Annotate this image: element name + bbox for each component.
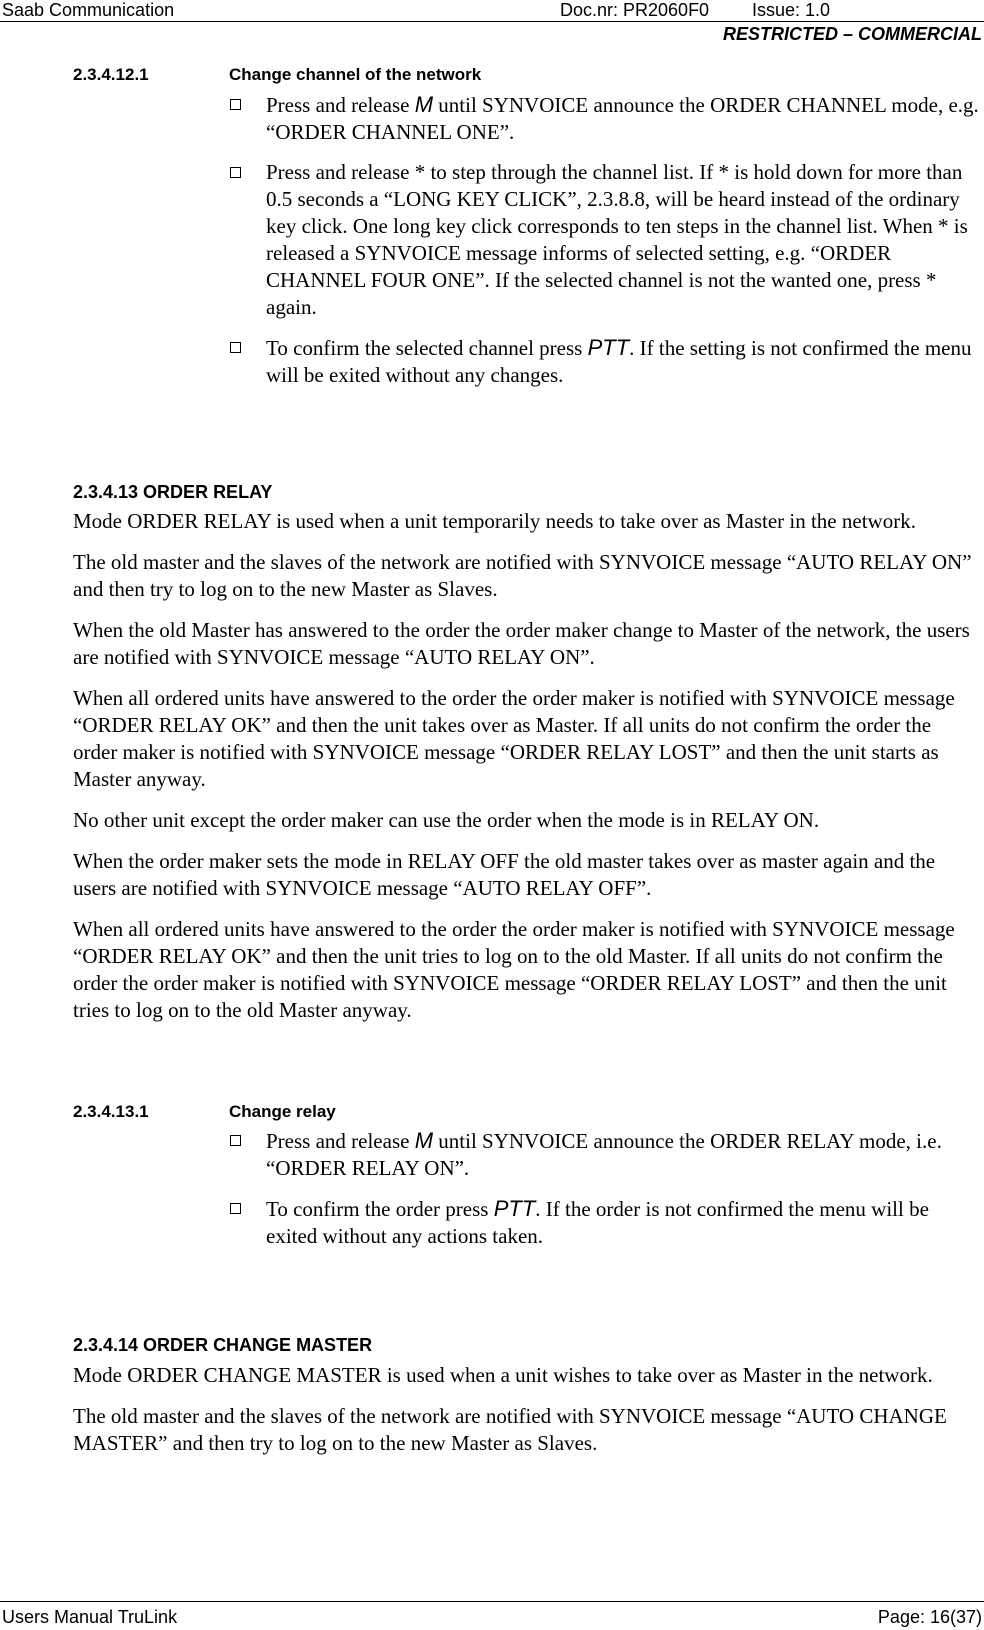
key-label: PTT — [493, 1196, 536, 1221]
key-label: M — [414, 92, 434, 117]
paragraph: When all ordered units have answered to the order the order maker is notified with SYNVOICE message “ORDER RELAY OK” and then the unit takes over as Master. If all units do not confirm the order the order maker is notified with SYNVOICE message “ORDER RELAY LOST” and then the unit starts as Master anyway. — [73, 686, 955, 791]
subsection-title: Change relay — [229, 1102, 336, 1121]
list-item: Press and release M until SYNVOICE announce the ORDER CHANNEL mode, e.g. “ORDER CHANNEL ONE”. — [230, 91, 982, 146]
list-item: Press and release M until SYNVOICE announce the ORDER RELAY mode, i.e. “ORDER RELAY ON”. — [230, 1127, 982, 1182]
subsection-heading — [73, 1102, 336, 1122]
list-item: To confirm the order press PTT. If the order is not confirmed the menu will be exited without any actions taken. — [230, 1195, 982, 1250]
paragraph: The old master and the slaves of the network are notified with SYNVOICE message “AUTO CHANGE MASTER” and then try to log on to the new Master as Slaves. — [73, 1404, 947, 1455]
subsection-number: 2.3.4.12.1 — [73, 65, 149, 84]
checkbox-bullet-icon — [230, 99, 241, 110]
issue-number: Issue: 1.0 — [752, 0, 831, 20]
manual-title: Users Manual TruLink — [2, 1607, 178, 1627]
paragraph: When the old Master has answered to the order the order maker change to Master of the network, the users are notified with SYNVOICE message “AUTO RELAY ON”. — [73, 618, 970, 669]
company-name: Saab Communication — [2, 0, 175, 20]
list-item: Press and release * to step through the channel list. If * is hold down for more than 0.5 seconds a “LONG KEY CLICK”, 2.3.8.8, will be heard instead of the ordinary key click. One long key click corresponds to ten steps in the channel list. When * is released a SYNVOICE message informs of selected setting, e.g. “ORDER CHANNEL FOUR ONE”. If the selected channel is not the wanted one, press * again. — [230, 159, 982, 321]
paragraph: When the order maker sets the mode in RELAY OFF the old master takes over as master again and the users are notified with SYNVOICE message “AUTO RELAY OFF”. — [73, 849, 936, 900]
key-label: PTT — [587, 335, 630, 360]
paragraph: Mode ORDER CHANGE MASTER is used when a unit wishes to take over as Master in the network. — [73, 1363, 933, 1387]
subsection-title: Change channel of the network — [229, 65, 482, 84]
bullet-list — [230, 1127, 982, 1263]
key-label: M — [414, 1128, 434, 1153]
section-heading: 2.3.4.14 ORDER CHANGE MASTER — [73, 1335, 373, 1355]
paragraph: Mode ORDER RELAY is used when a unit temporarily needs to take over as Master in the network. — [73, 509, 916, 533]
document-number: Doc.nr: PR2060F0 — [560, 0, 710, 20]
page-number: Page: 16(37) — [877, 1607, 982, 1627]
checkbox-bullet-icon — [230, 1203, 241, 1214]
checkbox-bullet-icon — [230, 342, 241, 353]
header-divider — [0, 21, 984, 22]
subsection-heading — [73, 65, 481, 85]
section-heading: 2.3.4.13 ORDER RELAY — [73, 482, 273, 502]
paragraph: The old master and the slaves of the network are notified with SYNVOICE message “AUTO RELAY ON” and then try to log on to the new Master as Slaves. — [73, 550, 972, 601]
paragraph: No other unit except the order maker can use the order when the mode is in RELAY ON. — [73, 808, 820, 832]
section-body — [73, 1362, 979, 1471]
classification-label: RESTRICTED – COMMERCIAL — [722, 24, 982, 44]
checkbox-bullet-icon — [230, 167, 241, 178]
section-body — [73, 508, 979, 1038]
footer-divider — [0, 1601, 984, 1602]
paragraph: When all ordered units have answered to the order the order maker is notified with SYNVOICE message “ORDER RELAY OK” and then the unit tries to log on to the old Master. If all units do not confirm the order the order maker is notified with SYNVOICE message “ORDER RELAY LOST” and then the unit tries to log on to the old Master anyway. — [73, 917, 955, 1022]
bullet-list — [230, 91, 982, 402]
checkbox-bullet-icon — [230, 1135, 241, 1146]
subsection-number: 2.3.4.13.1 — [73, 1102, 149, 1121]
list-item: To confirm the selected channel press PTT. If the setting is not confirmed the menu will be exited without any changes. — [230, 334, 982, 389]
